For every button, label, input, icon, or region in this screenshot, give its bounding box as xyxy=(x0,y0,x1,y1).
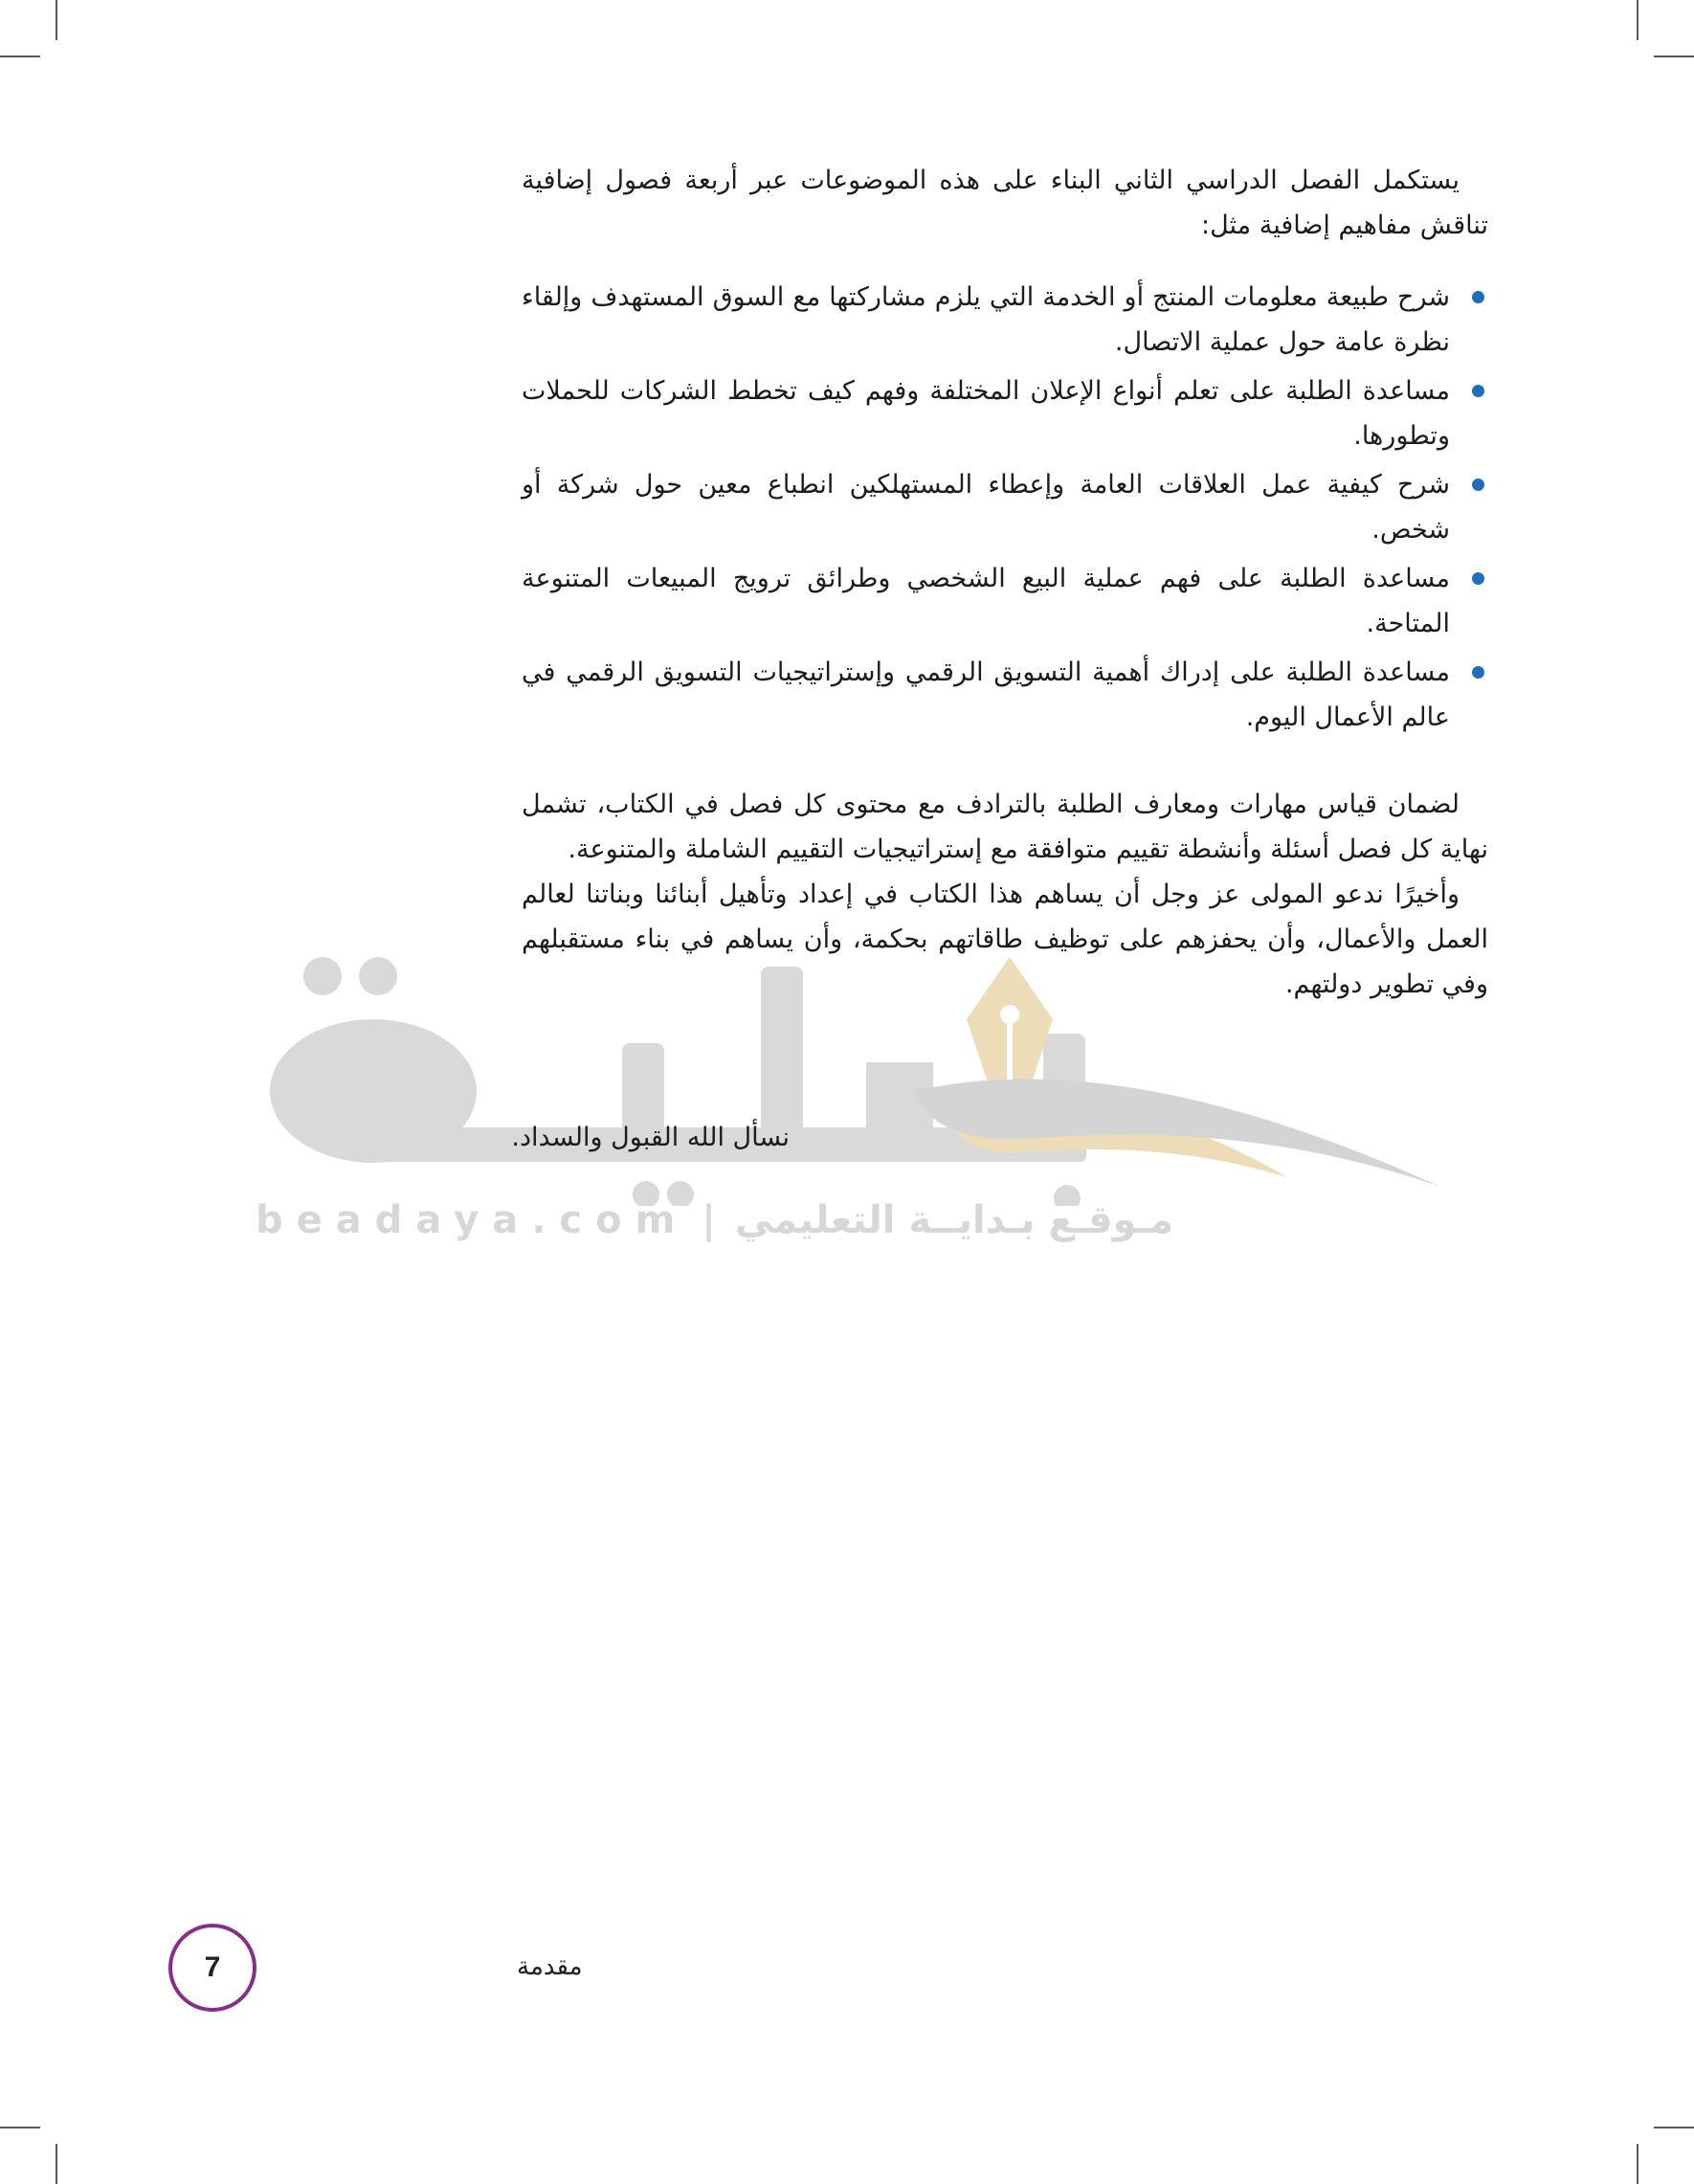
intro-paragraph: يستكمل الفصل الدراسي الثاني البناء على هذه الموضوعات عبر أربعة فصول إضافية تناقش مفاهيم إضافية مثل: xyxy=(522,166,1488,240)
list-item xyxy=(522,462,1488,552)
crop-mark-top-right-v xyxy=(1637,0,1638,40)
watermark-separator: | xyxy=(702,1198,722,1242)
bullet-dot-icon xyxy=(1472,479,1484,491)
bullet-dot-icon xyxy=(1472,385,1484,397)
list-item-text: شرح طبيعة معلومات المنتج أو الخدمة التي يلزم مشاركتها مع السوق المستهدف وإلقاء نظرة عامة حول عملية الاتصال. xyxy=(522,282,1450,357)
section-label: مقدمة xyxy=(517,1952,583,1981)
list-item xyxy=(522,650,1488,740)
page-number: 7 xyxy=(204,1951,221,1983)
crop-mark-top-right-h xyxy=(1654,56,1694,57)
list-item-text: مساعدة الطلبة على إدراك أهمية التسويق الرقمي وإستراتيجيات التسويق الرقمي في عالم الأعمال اليوم. xyxy=(522,657,1450,732)
concepts-list xyxy=(522,275,1488,740)
closing-line: نسأل الله القبول والسداد. xyxy=(511,1123,790,1152)
watermark-caption xyxy=(256,1198,1308,1256)
list-item xyxy=(522,368,1488,458)
bullet-dot-icon xyxy=(1472,291,1484,303)
crop-mark-bottom-left-v xyxy=(56,2144,57,2184)
crop-mark-bottom-right-h xyxy=(1654,2127,1694,2128)
watermark-tagline: مـوقـع بـدايــة التعليمي xyxy=(734,1198,1174,1242)
crop-mark-top-left-v xyxy=(56,0,57,40)
bullet-dot-icon xyxy=(1472,666,1484,679)
assessment-paragraph: لضمان قياس مهارات ومعارف الطلبة بالترادف مع محتوى كل فصل في الكتاب، تشمل نهاية كل فصل أسئلة وأنشطة تقييم متوافقة مع إستراتيجيات التقييم الشاملة والمتنوعة. xyxy=(522,790,1488,864)
watermark-site: beadaya.com xyxy=(256,1198,689,1242)
crop-mark-bottom-left-h xyxy=(0,2127,40,2128)
list-item xyxy=(522,556,1488,646)
list-item xyxy=(522,275,1488,365)
crop-mark-bottom-right-v xyxy=(1637,2144,1638,2184)
main-content xyxy=(522,158,1488,1007)
bullet-dot-icon xyxy=(1472,572,1484,585)
list-item-text: مساعدة الطلبة على فهم عملية البيع الشخصي وطرائق ترويج المبيعات المتنوعة المتاحة. xyxy=(522,564,1450,638)
closing-prayer-paragraph: وأخيرًا ندعو المولى عز وجل أن يساهم هذا الكتاب في إعداد وتأهيل أبنائنا وبناتنا لعالم العمل والأعمال، وأن يحفزهم على توظيف طاقاتهم بحكمة، وأن يساهم في بناء مستقبلهم وفي تطوير دولتهم. xyxy=(522,880,1488,999)
page-number-badge xyxy=(168,1924,256,2012)
list-item-text: شرح كيفية عمل العلاقات العامة وإعطاء المستهلكين انطباع معين حول شركة أو شخص. xyxy=(522,470,1450,545)
crop-mark-top-left-h xyxy=(0,56,40,57)
list-item-text: مساعدة الطلبة على تعلم أنواع الإعلان المختلفة وفهم كيف تخطط الشركات للحملات وتطورها. xyxy=(522,376,1450,451)
